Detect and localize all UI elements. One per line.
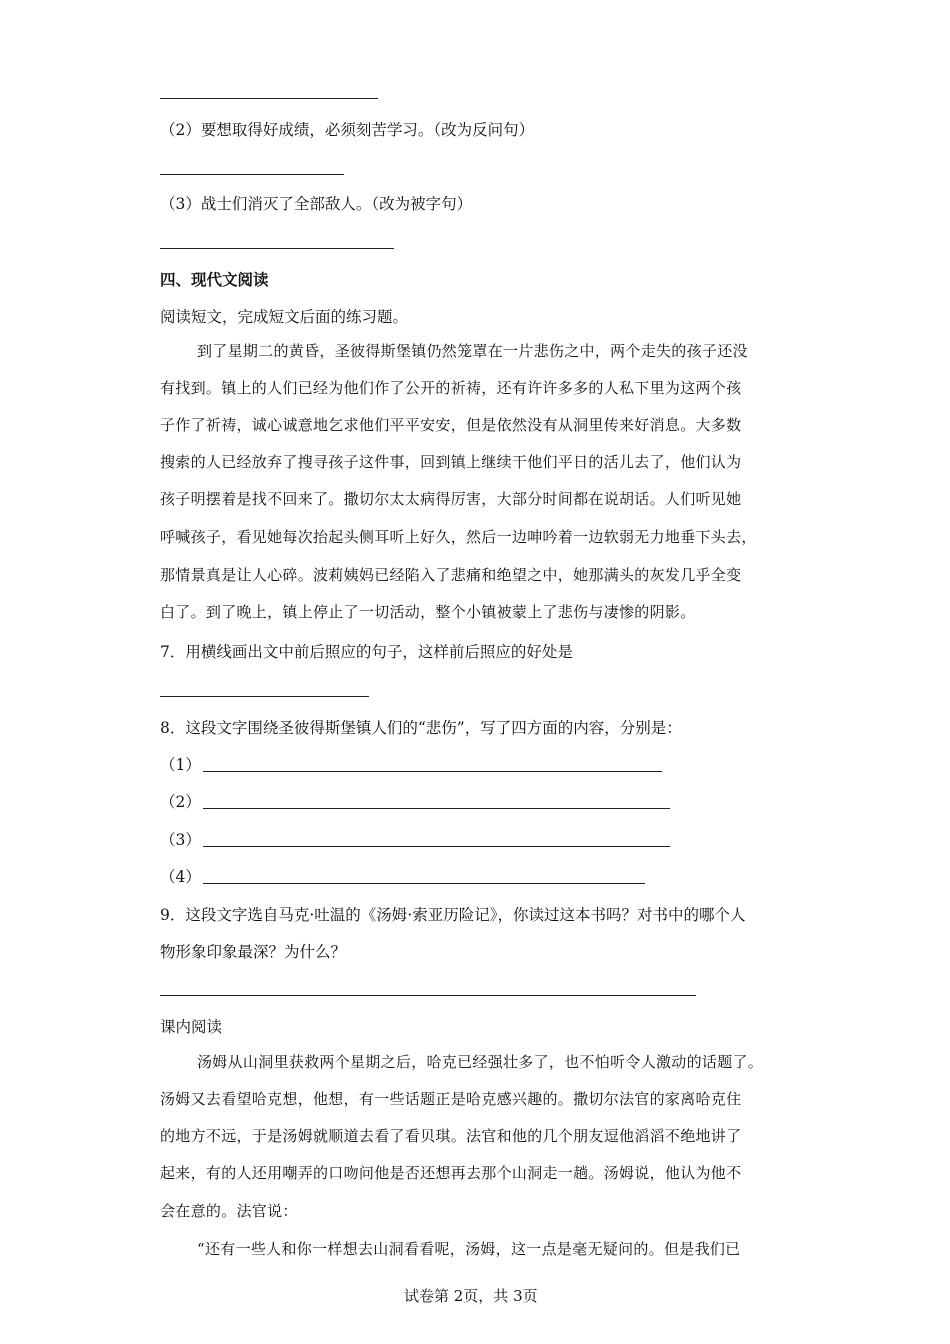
passage-line: 那情景真是让人心碎。波莉姨妈已经陷入了悲痛和绝望之中，她那满头的灰发几乎全变 [160,566,742,584]
question-item-2: （2）要想取得好成绩，必须刻苦学习。（改为反问句） [160,121,535,139]
answer-line [203,846,670,847]
passage-line: 孩子明摆着是找不回来了。撒切尔太太病得厉害，大部分时间都在说胡话。人们听见她 [160,490,742,508]
passage-line: 的地方不远，于是汤姆就顺道去看了看贝琪。法官和他的几个朋友逗他滔滔不绝地讲了 [160,1127,742,1145]
page-footer: 试卷第 2页，共 3页 [404,1287,538,1305]
passage-line: 呼喊孩子，看见她每次抬起头侧耳听上好久，然后一边呻吟着一边软弱无力地垂下头去， [160,528,757,546]
passage-line: 到了星期二的黄昏，圣彼得斯堡镇仍然笼罩在一片悲伤之中，两个走失的孩子还没 [197,342,748,360]
question-8-item-label: （4） [160,868,201,886]
question-item-3: （3）战士们消灭了全部敌人。（改为被字句） [160,195,473,213]
question-8-item-label: （2） [160,793,201,811]
answer-line [160,248,394,249]
passage-line: 搜索的人已经放弃了搜寻孩子这件事，回到镇上继续干他们平日的活儿去了，他们认为 [160,453,742,471]
passage-line: 汤姆从山洞里获救两个星期之后，哈克已经强壮多了，也不怕听令人激动的话题了。 [197,1053,764,1071]
passage-line: 有找到。镇上的人们已经为他们作了公开的祈祷，还有许许多多的人私下里为这两个孩 [160,379,742,397]
question-7: 7．用横线画出文中前后照应的句子，这样前后照应的好处是 [160,643,573,661]
instruction-text: 阅读短文，完成短文后面的练习题。 [160,308,409,326]
question-8-item-label: （1） [160,756,201,774]
reading-title: 课内阅读 [160,1018,223,1036]
answer-line [160,696,369,697]
question-9-line: 9．这段文字选自马克·吐温的《汤姆·索亚历险记》，你读过这本书吗？对书中的哪个人 [160,906,746,924]
answer-line [160,995,696,996]
passage-line: 起来，有的人还用嘲弄的口吻问他是否还想再去那个山洞走一趟。汤姆说，他认为他不 [160,1164,742,1182]
passage-line: 汤姆又去看望哈克想，他想，有一些话题正是哈克感兴趣的。撒切尔法官的家离哈克住 [160,1090,742,1108]
question-9-line: 物形象印象最深？为什么？ [160,943,347,961]
section-heading: 四、现代文阅读 [160,270,269,289]
answer-line [203,883,645,884]
passage-line: 子作了祈祷，诚心诚意地乞求他们平平安安，但是依然没有从洞里传来好消息。大多数 [160,416,742,434]
answer-line [203,808,670,809]
passage-line: 白了。到了晚上，镇上停止了一切活动，整个小镇被蒙上了悲伤与凄惨的阴影。 [160,603,696,621]
question-8: 8．这段文字围绕圣彼得斯堡镇人们的“悲伤”，写了四方面的内容，分别是： [160,719,682,737]
answer-line [203,771,662,772]
passage-line: “还有一些人和你一样想去山洞看看呢，汤姆，这一点是毫无疑问的。但是我们已 [197,1240,741,1258]
answer-line [160,98,378,99]
passage-line: 会在意的。法官说： [160,1202,298,1220]
question-8-item-label: （3） [160,831,201,849]
answer-line [160,174,344,175]
